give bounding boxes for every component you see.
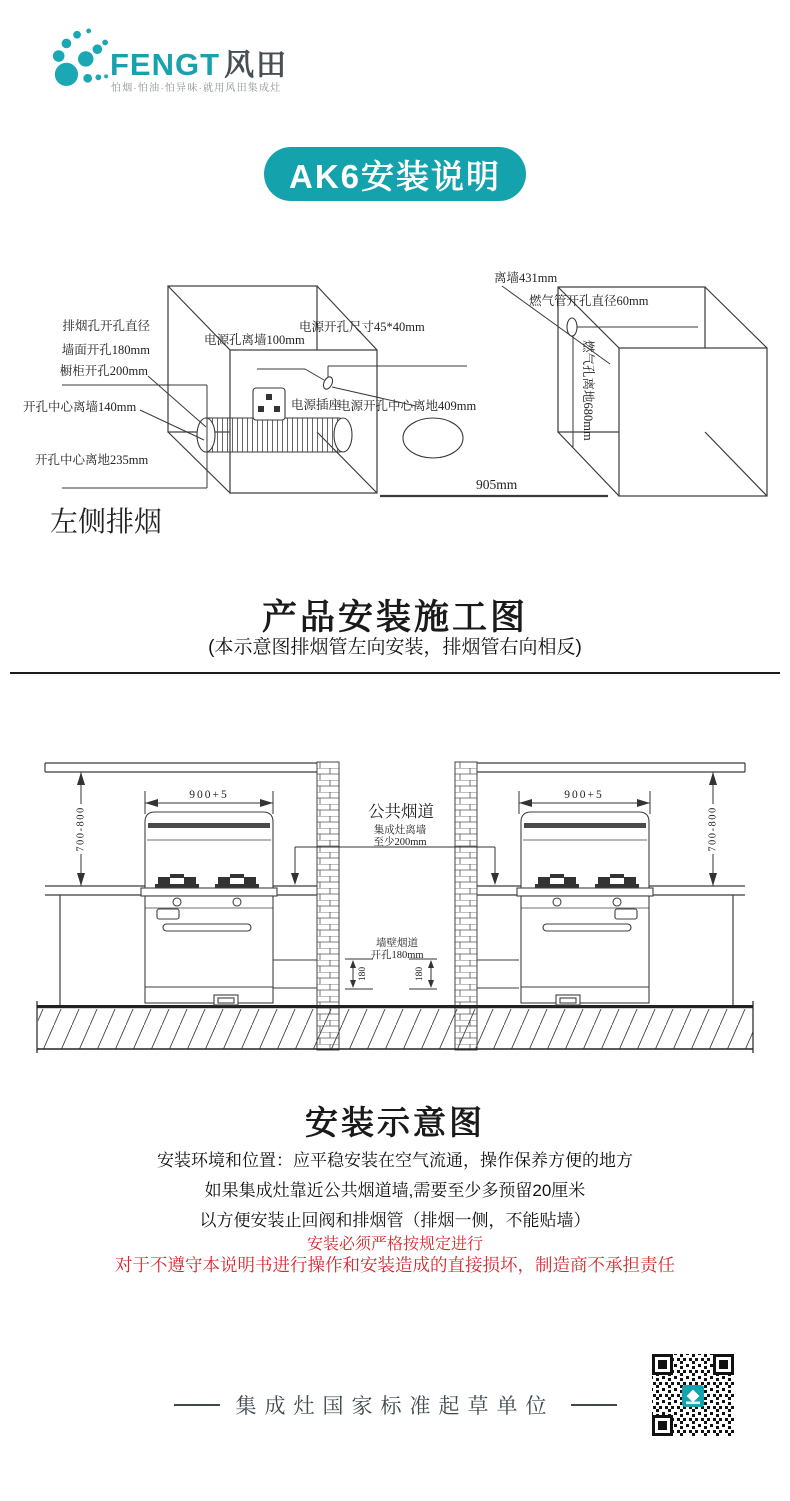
warning-line-2: 对于不遵守本说明书进行操作和安装造成的直接损坏，制造商不承担责任 — [115, 1255, 675, 1275]
label-socket: 电源插座 — [291, 398, 342, 412]
label-gas-to-wall: 离墙431mm — [494, 271, 558, 285]
qr-code — [650, 1352, 736, 1438]
dim-height-right-text: 700-800 — [707, 806, 719, 852]
section-divider — [10, 672, 780, 674]
dim-height-left-text: 700-800 — [75, 806, 87, 852]
section2-title: 安装示意图 — [305, 1104, 485, 1141]
installation-diagram — [0, 740, 790, 1070]
brand-name — [110, 40, 288, 84]
brand-name-cn: 风田 — [224, 49, 289, 82]
flue-note1: 集成灶离墙 — [373, 825, 427, 836]
dim-height-left — [74, 772, 88, 886]
flue-labels — [368, 802, 434, 961]
label-power-to-wall: 电源孔离墙100mm — [204, 333, 305, 347]
footer-dash-left — [174, 1404, 220, 1406]
flue-note2: 至少200mm — [373, 837, 427, 848]
wall-duct-lines — [273, 960, 519, 988]
warning-line-1: 安装必须严格按规定进行 — [306, 1236, 483, 1253]
label-gas-to-floor: 燃气孔离地680mm — [581, 340, 595, 441]
dim-width-right-text: 900+5 — [564, 789, 604, 801]
dim-opening-right-text: 180 — [415, 966, 426, 982]
install-note-3: 以方便安装止回阀和排烟管（排烟一侧，不能贴墙） — [199, 1211, 591, 1230]
fengtian-logo-icon — [50, 27, 108, 87]
gas-hole-mark — [567, 318, 577, 336]
install-note-1: 安装环境和位置：应平稳安装在空气流通，操作保养方便的地方 — [157, 1151, 633, 1170]
footer-dash-right — [571, 1404, 617, 1406]
label-cabinet-opening: 橱柜开孔200mm — [59, 364, 148, 378]
label-power-center-floor: 电源开孔中心离地409mm — [338, 399, 477, 413]
label-left-exhaust-caption: 左侧排烟 — [50, 507, 163, 538]
exhaust-duct — [197, 418, 463, 458]
title-banner-text: AK6安装说明 — [288, 157, 502, 195]
title-banner — [264, 147, 526, 201]
dim-height-right — [706, 772, 720, 886]
stove-left — [141, 812, 277, 1005]
opening-dimensions-drawing — [0, 230, 790, 545]
footer-slogan: 集成灶国家标准起草单位 — [235, 1395, 555, 1418]
wall-note2: 开孔180mm — [370, 950, 424, 961]
install-notes — [0, 1146, 790, 1236]
wall-note1: 墙壁烟道 — [376, 938, 418, 949]
brand-name-en: FENGT — [110, 47, 221, 82]
dim-opening-right — [409, 959, 437, 989]
label-span-905: 905mm — [476, 477, 518, 492]
label-gas-diameter: 燃气管开孔直径60mm — [529, 294, 649, 308]
dim-width-left-text: 900+5 — [189, 789, 229, 801]
label-power-size: 电源开孔尺寸45*40mm — [299, 320, 425, 334]
label-center-to-wall: 开孔中心离墙140mm — [23, 400, 137, 414]
brand-tagline: 怕烟·怕油·怕异味·就用风田集成灶 — [111, 83, 282, 94]
install-note-2: 如果集成灶靠近公共烟道墙,需要至少多预留20厘米 — [204, 1181, 586, 1200]
label-center-to-floor: 开孔中心离地235mm — [35, 453, 149, 467]
stove-right — [517, 812, 653, 1005]
dim-opening-left — [345, 959, 373, 989]
floor-hatch — [37, 1001, 753, 1053]
flue-title: 公共烟道 — [368, 802, 434, 821]
power-socket-icon — [253, 388, 285, 420]
label-wall-opening: 墙面开孔180mm — [61, 343, 150, 357]
qr-center-logo — [682, 1385, 704, 1407]
dim-opening-left-text: 180 — [358, 966, 369, 982]
section1-title: 产品安装施工图 — [261, 598, 528, 637]
label-vent-title: 排烟孔开孔直径 — [62, 319, 150, 333]
section1-subtitle: (本示意图排烟管左向安装，排烟管右向相反) — [208, 637, 582, 658]
